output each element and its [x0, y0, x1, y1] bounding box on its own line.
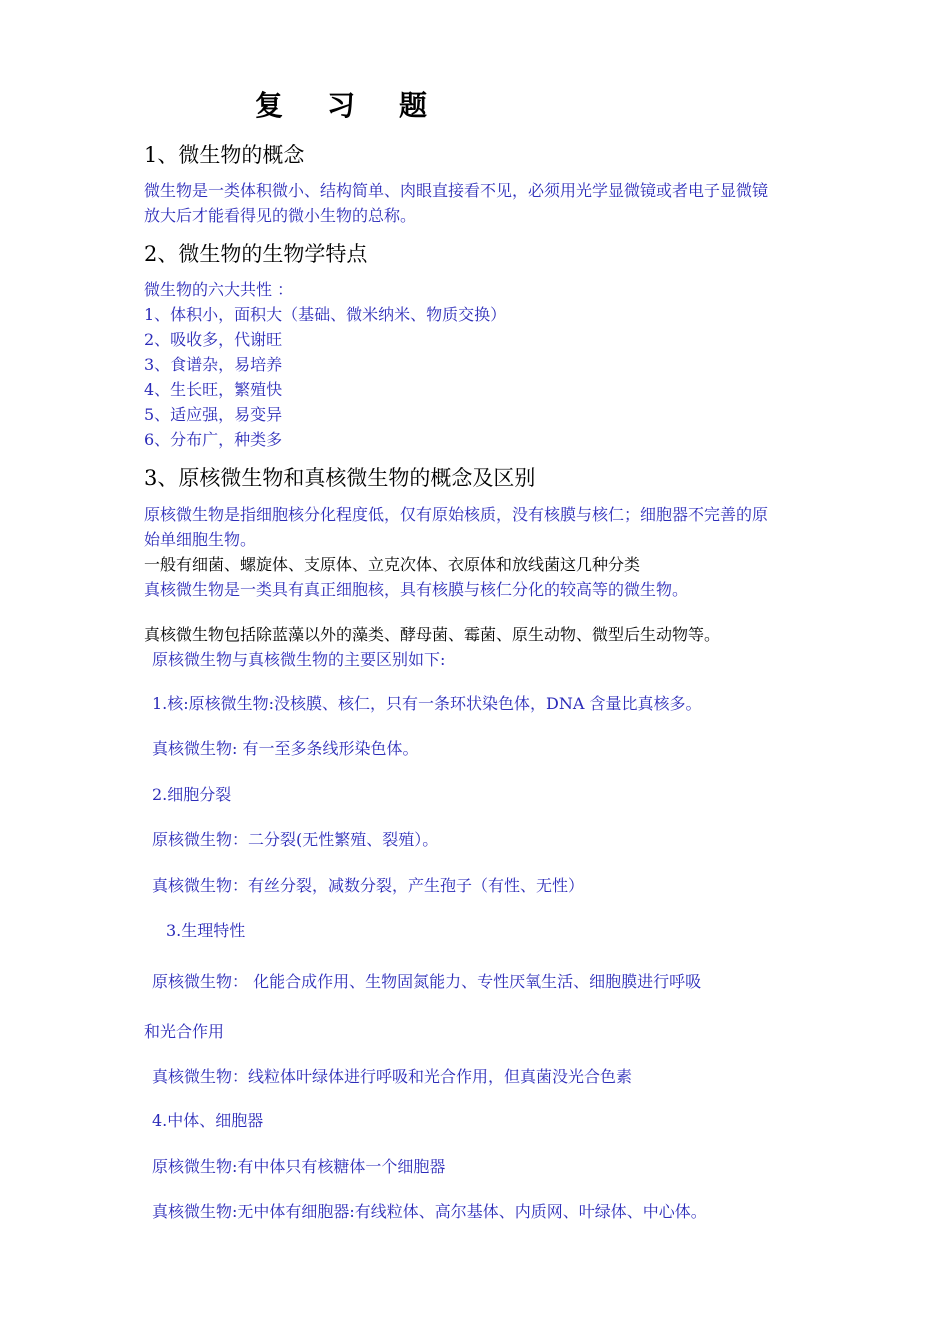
paragraph-line: 原核微生物是指细胞核分化程度低，仅有原始核质，没有核膜与核仁；细胞器不完善的原: [144, 505, 769, 524]
list-item: 4、生长旺，繁殖快: [144, 380, 283, 399]
paragraph-line: 真核微生物：有丝分裂，减数分裂，产生孢子（有性、无性）: [152, 876, 585, 895]
section-2-heading: 2、微生物的生物学特点: [144, 242, 368, 266]
paragraph-line: 和光合作用: [144, 1022, 225, 1041]
paragraph-line: 原核微生物:有中体只有核糖体一个细胞器: [152, 1157, 446, 1176]
paragraph-line: 真核微生物: 有一至多条线形染色体。: [152, 739, 419, 758]
paragraph-line: 原核微生物与真核微生物的主要区别如下:: [152, 650, 446, 669]
paragraph-line: 一般有细菌、螺旋体、支原体、立克次体、衣原体和放线菌这几种分类: [144, 555, 641, 574]
paragraph-line: 真核微生物是一类具有真正细胞核，具有核膜与核仁分化的较高等的微生物。: [144, 580, 689, 599]
list-item: 3、食谱杂，易培养: [144, 355, 283, 374]
paragraph-line: 2.细胞分裂: [152, 785, 232, 804]
paragraph-line: 1.核:原核微生物:没核膜、核仁，只有一条环状染色体，DNA 含量比真核多。: [152, 694, 702, 713]
section-1-heading: 1、微生物的概念: [144, 143, 305, 167]
paragraph-line: 原核微生物： 化能合成作用、生物固氮能力、专性厌氧生活、细胞膜进行呼吸: [152, 972, 702, 991]
section-3-heading: 3、原核微生物和真核微生物的概念及区别: [144, 466, 536, 490]
paragraph-line: 微生物是一类体积微小、结构简单、肉眼直接看不见，必须用光学显微镜或者电子显微镜: [144, 181, 769, 200]
paragraph-line: 原核微生物：二分裂(无性繁殖、裂殖）。: [152, 830, 439, 849]
paragraph-line: 3.生理特性: [166, 921, 246, 940]
paragraph-line: 真核微生物：线粒体叶绿体进行呼吸和光合作用，但真菌没光合色素: [152, 1067, 633, 1086]
paragraph-line: 始单细胞生物。: [144, 530, 257, 549]
list-item: 5、适应强，易变异: [144, 405, 283, 424]
paragraph-line: 微生物的六大共性 ：: [144, 280, 294, 299]
list-item: 1、体积小，面积大（基础、微米纳米、物质交换）: [144, 305, 507, 324]
page-title: 复习题: [255, 89, 472, 122]
paragraph-line: 真核微生物包括除蓝藻以外的藻类、酵母菌、霉菌、原生动物、微型后生动物等。: [144, 625, 721, 644]
paragraph-line: 4.中体、细胞器: [152, 1111, 264, 1130]
paragraph-line: 放大后才能看得见的微小生物的总称。: [144, 206, 417, 225]
list-item: 6、分布广，种类多: [144, 430, 283, 449]
paragraph-line: 真核微生物:无中体有细胞器:有线粒体、高尔基体、内质网、叶绿体、中心体。: [152, 1202, 707, 1221]
list-item: 2、吸收多，代谢旺: [144, 330, 283, 349]
